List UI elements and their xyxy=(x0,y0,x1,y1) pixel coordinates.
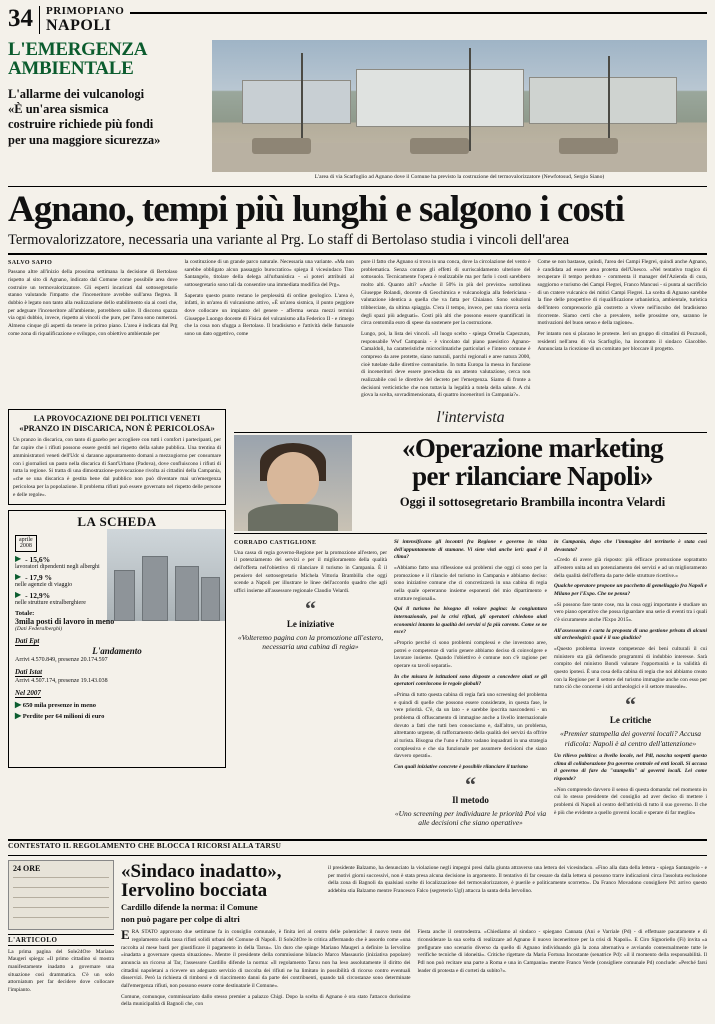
interview-pullquote-1 xyxy=(234,595,387,652)
section-kicker xyxy=(8,40,204,79)
masthead-rule xyxy=(130,12,707,14)
scheda-subsection-3: Nel 2007 xyxy=(15,688,41,697)
interview-question: Un rilievo politico: a livello locale, nel Pdl, nascita sospetti questo clima di collaborazione fra governo centrale ed enti locali. Si accusa il governo di fare da "stampella" ai governi locali. Lei come risponde? xyxy=(554,752,707,782)
portrait-face xyxy=(267,452,319,506)
scheda-total-note: (Dati Federalberghi) xyxy=(15,625,63,632)
interview-headline-line-2: per rilanciare Napoli» xyxy=(412,461,653,492)
arrow-right-icon: ▶ xyxy=(15,699,22,709)
article-label: L'ARTICOLO xyxy=(8,934,114,946)
bottom-kicker: CONTESTATO IL REGOLAMENTO CHE BLOCCA I RICORSI ALLA TARSU xyxy=(8,840,282,850)
thumbnail-rule-2 xyxy=(13,887,109,888)
interview-question: Con quali iniziative concrete è possibile rilanciare il turismo xyxy=(394,764,528,771)
thumbnail-rule-5 xyxy=(13,917,109,918)
interview-question: In che misura le istituzioni sono disposte a concedere aiuti se gli operatori convincono le regole globali? xyxy=(394,673,547,688)
interview-answer: «Abbiamo fatto una riflessione sui problemi che oggi ci sono per la promozione e il rilancio del turismo in Campania e abbiamo deciso: sono iniziative comune che ci concretizzerà in una cabina di regia nella quale opereranno insieme esponenti del mio dipartimento e strutture regionali». xyxy=(394,565,547,602)
subhead-line-3: costruire richiede più fondi xyxy=(8,117,154,132)
thumbnail-rule-3 xyxy=(13,897,109,898)
promo-box-title-1: LA PROVOCAZIONE DEI POLITICI VENETI xyxy=(33,413,201,423)
arrow-right-icon: ▶ xyxy=(15,589,22,599)
interview-answer: «Non comprendo davvero il senso di questa domanda: nel momento in cui lo stesso presidente del consiglio ad aver deciso di mettere i problemi di Napoli al centro dell'attività di tutto il suo governo. Il che è più che evidente a quello governi locali e sperare di far meglio» xyxy=(554,786,707,816)
article-paragraph: Come se non bastasse, quindi, l'area dei Campi Flegrei, quindi anche Agnano, è candidata ad essere area protetta dell'Unesco. «Nel tentativo tragico di recuperare il tempo perduto - commenta il manager dell'Azienda di cura, soggiorno e turismo dei Campi Flegrei, Franco Mancusi - si punta al sacrificio di un cratere vulcanico dei mitici Campi Flegrei. La scelta di Agnano sarebbe la fine delle prospettive di riqualificazione urbanistica, ambientale, turistica dell'intero comprensorio già costretto a vivere nell'incubo del bradisismo ricorrente. Siamo certi che a prevalere, nelle prossime ore, saranno le motivazioni del buon senso e della ragione». xyxy=(537,258,707,327)
pullquote-title: Il metodo xyxy=(452,795,489,806)
scheda-title: LA SCHEDA xyxy=(77,513,157,529)
interview-question: All'assessorato è carta la proposta di una gestione privata di alcuni siti archeologici: qual è il suo giudizio? xyxy=(554,627,707,642)
interview-pullquote-3 xyxy=(554,692,707,748)
interview-question: Qui il turismo ha bisogno di volare pagina: la congiuntura internazionale, poi la crisi rifiuti, gli operatori chiedono aiuti economici intanto la qualità dei servizi si fa più carente. Come se ne esce? xyxy=(394,606,547,636)
scheda-bullet-1 xyxy=(15,701,219,709)
subhead-line-2: «È un'area sismica xyxy=(8,102,109,116)
interview-answer: «Prima di tutto questa cabina di regia farà uno screening del problema e quindi di quelle che possono essere considerate, in questa fase, le vere priorità. C'è, da un lato - e sarebbe ipocrita nascondersi - un problema di offuscamento di immagine anche a livello internazionale dovuto a fatti che tutti ben conosciamo e, dall'altro, un problema, altrettanto urgente, di rafforzamento della qualità dei servizi da offrire al turista. Bisogna che l'uno e l'altro vadano inquadrati in una strategia complessiva e che sia funzionale per assumere decisioni che siano davvero operati». xyxy=(394,692,547,760)
interview-column-2 xyxy=(394,539,547,833)
photo-building-2 xyxy=(356,69,524,127)
bottom-paragraph: ERA STATO approvato due settimane fa in consiglio comunale, è finita ieri al centro delle polemiche: il nuovo testo del regolamento sulla tassa rifiuti solidi urbani del Comune di Napoli. Il Sole24Ore lo critica affermando che è assordo come «una raccolta al mese basti per giustificare il pagamento in della Tarsu». Un duro che spinge Mariano Maugeri a definire la Iervolino «inadatta a governare questa situazione». Mentre il presidente della commissione bilancio Marco Massaurio (iniziativa popolare) annuncia un ricorso al Tar, l'assessore Cardillo difende la norma: «Il regolamento Tarsu non ha leso assolutamente il diritto dei cittadini napoletani a ricevere un adeguato servizio di raccolta dei rifiuti ne ha limitato in possibilità di ricorso contro eventuali disservizi. Però la richiesta di rimborsi e di riaccimento danni da parte dei contribuenti, quando tali circostanze sono determinate dall'emergenza rifiuti, non possono essere come destinatarie il Comune». xyxy=(121,927,411,989)
scheda-stat-row xyxy=(15,591,219,600)
thumbnail-rule-1 xyxy=(13,877,109,878)
subhead-line-4: per una maggiore sicurezza» xyxy=(8,132,161,147)
bottom-headline: «Sindaco inadatto», Iervolino bocciata xyxy=(121,860,282,901)
interview-answer: «Si possono fare tante cose, ma la cosa oggi importante è studiare un vero piano operativo che possa riguardare una serie di eventi tra i quali c'è sicuramente anche l'Expo 2015». xyxy=(554,601,707,624)
top-right-column xyxy=(212,40,707,181)
page-number: 34 xyxy=(8,5,33,32)
bottom-paragraph: Comune, comunque, commissariato dallo stesso premier a palazzo Chigi. Dopo la scelta di Agnano è ora stato l'attacco durissimo della municipalità di Bagnoli che, con xyxy=(121,993,411,1008)
scheda-box xyxy=(8,510,226,768)
interview-question: in Campania, dopo che l'immagine del territorio è stata così devastata? xyxy=(554,538,707,553)
bottom-main-column xyxy=(121,860,707,1012)
bottom-deck-line-1: Cardillo difende la norma: il Comune xyxy=(121,901,258,912)
bottom-paragraph: Fiesta anche il centrodestra. «Chiediamo al sindaco - spiegano Cannata (Ani e Varriale (Pd) - di effettuare pacatamente e di riconsiderare la sua scelta di realizzare ad Agnano il nuovo inceneritore per la crisi di Napoli». E Ciro Signoriello (Fi) invita «a prefigurare uno scenario diverso da quello di Agnano individuando già la zona alternativa e avviando contestualmente tutte le verifiche tecniche di idoneità». Critiche rigettare da Maria Fortuna Incostante (senatrice Pd): «il il momento della responsabilità. Il Pdl non può recitare una parte a Roma e una in Campania» mentre Franco Verde (consigliere comunale Pd) conclude: «Perché farsi leader di protesta e di corteti da subito?». xyxy=(417,929,707,974)
scheda-stat-label: nelle agenzie di viaggio xyxy=(15,581,73,588)
interview-question: Si intensificano gli incontri fra Regione e governo in vista dell'appuntamento di stamane. Vi siete visti anche ieri: qual è il clima? xyxy=(394,538,547,561)
thumbnail-caption: La prima pagina del Sole24Ore Mariano Maugeri spiega: «Il primo cittadino si mostra manifestamente inadatto a governare una situazione così drammatica. C'è un solo attorniatum per far decidere dove collocare l'impianto. xyxy=(8,948,114,994)
divider-below-deck xyxy=(8,253,707,255)
masthead xyxy=(8,6,707,36)
promo-box-title-2: «PRANZO IN DISCARICA, NON È PERICOLOSA» xyxy=(19,423,215,434)
photo-debris-1 xyxy=(252,138,311,154)
arrow-right-icon: ▶ xyxy=(15,553,22,563)
pullquote-text: «Premier stampella dei governi locali? Accusa ridicola: Napoli è al centro dell'attenzione» xyxy=(559,729,701,748)
promo-box-text: Un pranzo in discarica, con tanto di gazebo per accogliere con tutti i comfort i partecipanti, per far capire che i rifiuti possono essere gestiti nel rispetto della salute pubblica. Una trentina di amministratori veneti dell'Udc si daranno appuntamento domani a mezzogiorno per consumare con i giornalisti un pasto nella discarica di Sant'Urbano (Padova), dove confluiscono i rifiuti di tutta la regione. Si tratta di una dimostrazione-provocazione rivolta ai cittadini della Campania, «che se una discarica è gestita bene dal pubblico non può diventare mai un'emergenza pericolosa per la popolazione. Il problema rifiuti può essere governato nel rispetto delle persone e delle regole». xyxy=(13,437,221,498)
portrait-body xyxy=(248,504,338,531)
scheda-subsection-1-text: Arrivi 4.570.849, presenze 20.174.597 xyxy=(15,656,108,663)
article-paragraph: Passano altre all'inizio della prossima settimana la decisione di Bertolaso rispetto al sito di Agnano, indicato dal Comune come possibile area dove costruire un termovalorizzatore. Gli esperti incaricati dal sottosegretario stanno valutando l'impatto che l'inceneritore avrebbe sull'area flegrea. Il dubbio è legato non tanto alla realizzazione dello stabilimento sia ai costi che, per adeguare l'inceneritore all'ambiente, potrebbero salire. Il discorso spazza via ogni dubbio, invece, rispetto ai vincoli che pure, per l'area sono numerosi. Almeno cinque gli aspetti da tenere in primo piano. L'area è indicata dal Prg come zona di riqualificazione e sviluppo, con obiettivo ambientale per xyxy=(8,269,178,337)
scheda-date-year: 2008 xyxy=(19,543,32,550)
photo-pole-1 xyxy=(301,53,303,148)
bottom-columns xyxy=(121,929,707,1012)
top-left-column xyxy=(8,40,204,181)
scheda-stat-row xyxy=(15,573,219,582)
scheda-content xyxy=(9,531,225,724)
thumbnail-headline: 24 ORE xyxy=(13,863,41,873)
photo-pole-3 xyxy=(608,56,610,146)
article-paragraph: Saperato questo punto restano le perplessità di ordine geologico. L'area è, infatti, in un'area di vulcanismo attivo, «È un'area sismica, il punto peggiore dove collocare un impianto del genere - afferma senza mezzi termini Giuseppe Luongo docente di Fisica del vulcanismo alla Federico II - e rimego che la cosa non sfugga a Bertolaso. Il bradisismo e l'attività delle fumarole sono un dato oggettivo, come xyxy=(184,292,354,337)
interview-answer: «Questo problema investe competenze dei beni culturali il cui ministero sta già definendo programmi di indubbio interesse. Sarà compito del ministro Bondi valutare l'opportunità e la validità di questo ipotesi. È una cosa della cabina di regia che noi abbiamo creato con la Regione per il settore del turismo immagine anche con esso per tutto ciò che concerne i siti archeologici e il settore museale». xyxy=(554,646,707,691)
scheda-bullet-1-text: 650 mila presenze in meno xyxy=(22,701,96,709)
interview-answer: «Credo di avere già risposto: più efficace promozione soprattutto all'estero unita ad un potenziamento dei servizi e ad un miglioramento della qualità dell'offerta da parte delle strutture ricettive.» xyxy=(554,557,707,579)
article-paragraph: pure il fatto che Agnano si trova in una conca, dove la circolazione del vento è problematica. Senza contare gli effetti di surriscaldamento ulteriore del sottosuolo. Tecnicamente l'opera è realizzabile ma per farlo i costi sarebbero molto alti. Quanto alti? «Anche il 50% in più del previsto» sottolinea Giuseppe Rolandi, docente di Geochimica e vulcanologia alla federiciana - valutazione identica a quella che va fatta per Chiaiano. Sono soluzioni tribberciate, da ultima spiaggia. C'era il tempo, invece, per una ricerca seria degli spazi più adeguati». Costi più alti che possono essere quantificati in circa centomila euro di spese da sostenere per la costruzione. xyxy=(361,258,531,327)
photo-pole-2 xyxy=(469,48,471,151)
thumbnail-rule-4 xyxy=(13,907,109,908)
article-column-3 xyxy=(361,259,531,403)
bottom-paragraph: il presidente Balzamo, ha denunciato la violazione negli impegni presi dalla giunta attraverso una lettera dei vicesindaco. «Fino alla data della lettera - spiega Santangelo - e per motivi giorni successivi, non è stata presa alcuna decisione in argomento. Il tentativo di far cessare da dalla lettera si possono trarre indicazioni circa l'assoluta esclusione della zona di Bagnoli da qualsiasi scelte di localizzazione del termovalorizzatore, è puerile e politicamente scorretto». Da Franco Movadono consigliere Pd: arrivo questo addebita stia Balzamo mentre Francesco Falco (segreterio Ugl) attacca la santa della Iervolino. xyxy=(328,865,707,895)
scheda-total-value: 3mila posti di lavoro in meno xyxy=(15,616,115,626)
interview-question: Qualche operatore propone un pacchetto di gemellaggio fra Napoli e Milano per l'Expo. Che ne pensa? xyxy=(554,583,707,598)
middle-band xyxy=(8,409,707,833)
main-headline: Agnano, tempi più lunghi e salgono i costi xyxy=(8,188,624,230)
top-subhead xyxy=(8,87,204,148)
pullquote-text: «Uno screening per individuare le priorità Poi via alle decisioni che siano operative» xyxy=(394,808,547,828)
article-column-1 xyxy=(8,259,178,403)
main-deck: Termovalorizzatore, necessaria una variante al Prg. Lo staff di Bertolaso studia i vincoli dell'area xyxy=(8,231,570,248)
bottom-column-1 xyxy=(121,929,411,1012)
kicker-line-1: L'EMERGENZA xyxy=(8,39,148,60)
pullquote-title: Le iniziative xyxy=(286,618,335,629)
article-column-4 xyxy=(538,259,708,403)
bottom-left-column xyxy=(8,860,114,1012)
interview-divider-2 xyxy=(234,533,707,534)
scheda-stat-value: - 17,9 % xyxy=(25,572,53,582)
article-column-2 xyxy=(185,259,355,403)
scheda-subsection-2: Dati Istat xyxy=(15,667,43,676)
scheda-bullet-2 xyxy=(15,712,219,720)
pullquote-text: «Volteremo pagina con la promozione all'estero, necessaria una cabina di regia» xyxy=(237,632,384,652)
scheda-subsection-1: Dati Ept xyxy=(15,636,40,645)
top-section xyxy=(8,40,707,181)
interview-headline-line-1: «Operazione marketing xyxy=(401,432,664,463)
interview-byline: CORRADO CASTIGLIONE xyxy=(234,539,317,546)
interview-label: l'intervista xyxy=(436,408,505,426)
bottom-headline-block xyxy=(121,860,321,926)
scheda-stat-label: nelle strutture extralberghiere xyxy=(15,599,86,606)
kicker-line-2: AMBIENTALE xyxy=(8,58,134,80)
pullquote-title: Le critiche xyxy=(609,715,652,726)
quote-mark-icon: “ xyxy=(305,595,316,621)
interview-pullquote-2 xyxy=(394,771,547,828)
quote-mark-icon: “ xyxy=(625,692,636,718)
scheda-total-label: Totale: xyxy=(15,609,35,617)
masthead-title xyxy=(39,6,124,34)
lead-photo xyxy=(212,40,707,172)
left-sidebar xyxy=(8,409,226,833)
interview-deck: Oggi il sottosegretario Brambilla incontra Velardi xyxy=(399,494,666,509)
scheda-stat-value: - 15,6% xyxy=(25,554,51,564)
interview-headline-block xyxy=(234,432,707,510)
promo-box xyxy=(8,409,226,505)
bottom-deck-line-2: non può pagare per colpe di altri xyxy=(121,914,240,925)
masthead-top-line: PRIMOPIANO xyxy=(46,5,125,17)
interview-answer: «Proprio perché ci sono problemi complessi e che investono aree, potrei e competenze di vario genere abbiamo deciso di coinvolgere e lavorare insieme. Quando l'obiettivo è comune non c'è ragione per operare su tavoli separati». xyxy=(394,640,547,670)
bottom-article xyxy=(8,860,707,1012)
bottom-column-2 xyxy=(418,929,708,1012)
interview-section xyxy=(234,409,707,833)
scheda-date xyxy=(15,535,37,552)
subhead-line-1: L'allarme dei vulcanologi xyxy=(8,86,145,101)
interview-paragraph: Una cassa di regia governo-Regione per la promozione all'estero, per il potenziamento dei servizi e per il miglioramento della qualità dell'offerta nell'obiettivo di rilanciare il turismo in Campania. È il pensiero del sottosegretario Michela Vittoria Brambilla che oggi scende a Napoli per illustrare le linee dell'accordo quadro che agli uffici insieme all'assessore regionale Claudio Velardi. xyxy=(234,549,387,594)
main-article-body xyxy=(8,259,707,403)
scheda-andamento-label: L'andamento xyxy=(92,645,142,656)
article-byline: SALVO SAPIO xyxy=(8,259,53,266)
scheda-stat-row xyxy=(15,555,219,564)
interview-portrait xyxy=(234,435,352,531)
photo-building-1 xyxy=(242,80,351,125)
scheda-subsection-2-text: Arrivi 4.507.174, presenze 19.143.038 xyxy=(15,677,108,684)
divider-above-headline xyxy=(8,186,707,187)
scheda-date-month: aprile xyxy=(19,536,33,543)
arrow-right-icon: ▶ xyxy=(15,710,22,720)
interview-column-3 xyxy=(554,539,707,833)
photo-debris-2 xyxy=(410,138,469,154)
newspaper-thumbnail xyxy=(8,860,114,930)
bottom-headline-row xyxy=(121,860,707,926)
photo-caption: L'area di via Scarfoglio ad Agnano dove il Comune ha previsto la costruzione del termovalorizzatore (Newfotosud, Sergio Siano) xyxy=(314,174,605,180)
article-paragraph: Per intanto non si placano le proteste. Ieri un gruppo di cittadini di Pozzuoli, residenti nell'area di via Scarfoglio, ha incontrato il sindaco Giacobbe. Annunciata la ricezione di un comitato per bloccare il progetto. xyxy=(537,330,707,353)
article-paragraph: la costituzione di un grande parco naturale. Necessaria una variante. «Ma non sarebbe obbligato alcun passaggio burocratico» spiega il vicesindaco Tino Santangelo, titolare della delega all'urbanistica - «i poteri attribuiti al sottosegretario sono tali da consentire una immediata modifica del Prg». xyxy=(184,258,354,288)
interview-column-1 xyxy=(234,539,387,833)
interview-columns xyxy=(234,539,707,833)
bottom-divider-2 xyxy=(8,855,707,856)
arrow-right-icon: ▶ xyxy=(15,571,22,581)
quote-mark-icon: “ xyxy=(465,771,476,797)
scheda-bullet-2-text: Perdite per 64 milioni di euro xyxy=(22,712,105,720)
article-paragraph: Lungo, poi, la lista dei vincoli. «Il luogo scelto - spiega Ornella Capezzuto, responsabile Wwf Campania - è vincolato dal piano paesistico Agnano-Camaldoli, ha caratteristiche microclimatiche particolari e l'intero comune è compreso da aree protette, siano naturali, parchi regionali e aree natura 2000, cioè tutelate dalle direttive comunitarie. In tutta Europa la messa in funzione di inceneritori deve essere preceduta da un attento valutazione, cerca non realizzabile così le direttive del decreto per l'emergenza. Siamo di fronte a decisioni verticistiche che non tuttavia la legalità a tutela della salute. A chi giova la scelta, sovradimensionata, di quattro inceneritori in Campania?». xyxy=(361,330,531,399)
photo-debris-3 xyxy=(559,138,618,154)
masthead-bottom-line: NAPOLI xyxy=(46,17,112,34)
scheda-stat-value: - 12,9% xyxy=(25,590,51,600)
photo-building-3 xyxy=(529,77,678,125)
bottom-column-right xyxy=(328,860,707,926)
scheda-stat-label: lavoratori dipendenti negli alberghi xyxy=(15,563,100,570)
